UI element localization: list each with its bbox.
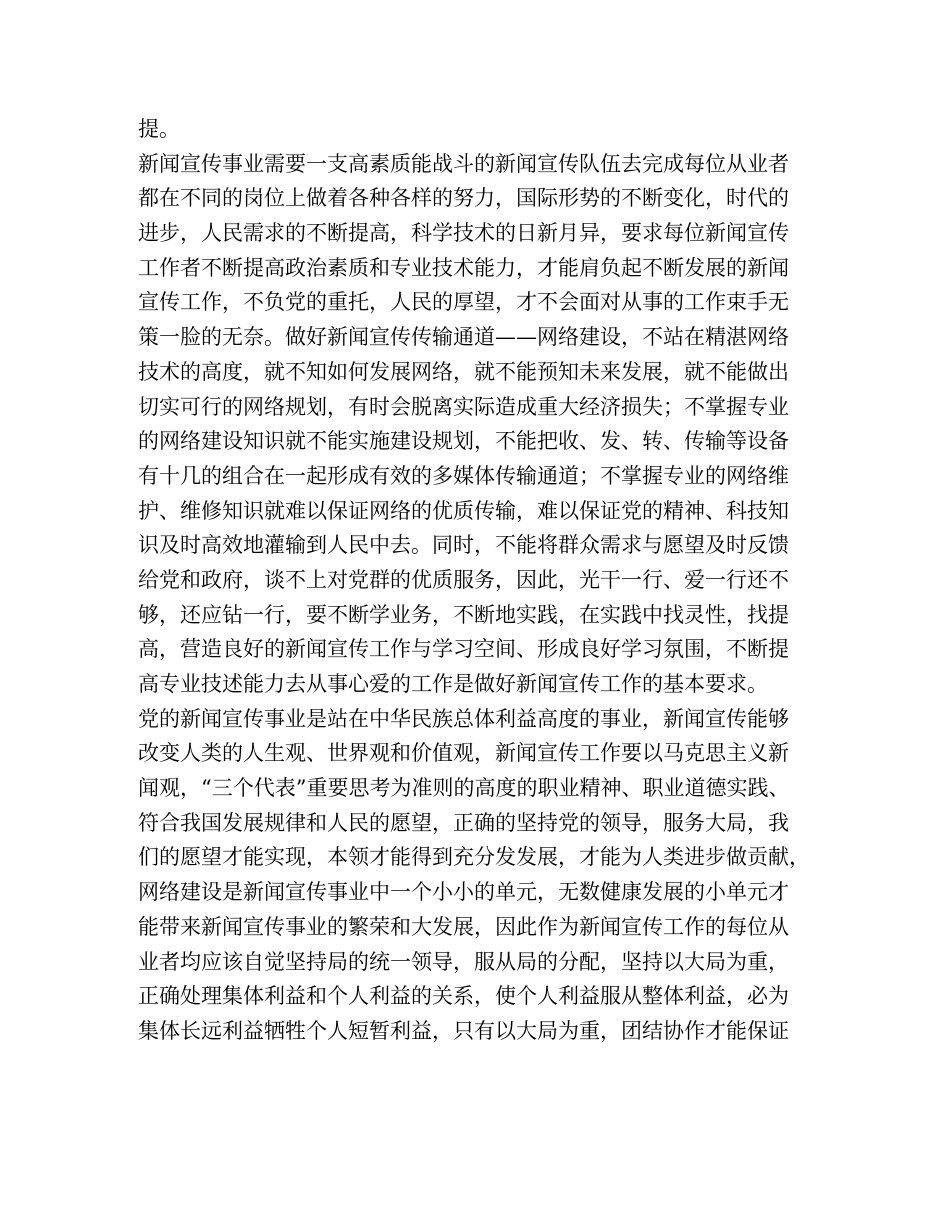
- text-line: 工作者不断提高政治素质和专业技术能力，才能肩负起不断发展的新闻: [138, 255, 789, 280]
- text-line: 够，还应钻一行，要不断学业务，不断地实践，在实践中找灵性，找提: [138, 602, 789, 627]
- text-line: 提。: [138, 117, 180, 141]
- text-line: 进步，人民需求的不断提高，科学技术的日新月异，要求每位新闻宣传: [138, 221, 789, 246]
- text-line: 有十几的组合在一起形成有效的多媒体传输通道；不掌握专业的网络维: [138, 463, 789, 488]
- text-line: 新闻宣传事业需要一支高素质能战斗的新闻宣传队伍去完成每位从业者: [138, 151, 789, 176]
- text-line: 改变人类的人生观、世界观和价值观，新闻宣传工作要以马克思主义新: [138, 741, 789, 766]
- text-line: 高专业技述能力去从事心爱的工作是做好新闻宣传工作的基本要求。: [138, 672, 768, 696]
- text-line: 识及时高效地灌输到人民中去。同时，不能将群众需求与愿望及时反馈: [138, 533, 789, 558]
- text-line: 给党和政府，谈不上对党群的优质服务，因此，光干一行、爱一行还不: [138, 567, 789, 592]
- text-line: 党的新闻宣传事业是站在中华民族总体利益高度的事业，新闻宣传能够: [138, 706, 789, 731]
- text-line: 宣传工作，不负党的重托，人民的厚望，才不会面对从事的工作束手无: [138, 290, 789, 315]
- text-line: 业者均应该自觉坚持局的统一领导，服从局的分配，坚持以大局为重，: [138, 949, 789, 974]
- text-line: 网络建设是新闻宣传事业中一个小小的单元，无数健康发展的小单元才: [138, 880, 789, 905]
- text-line: 符合我国发展规律和人民的愿望，正确的坚持党的领导，服务大局，我: [138, 810, 789, 835]
- body-text: [138, 112, 828, 1049]
- text-line: 都在不同的岗位上做着各种各样的努力，国际形势的不断变化，时代的: [138, 186, 789, 211]
- text-line: 集体长远利益牺牲个人短暂利益，只有以大局为重，团结协作才能保证: [138, 1018, 789, 1043]
- text-line: 们的愿望才能实现，本领才能得到充分发发展，才能为人类进步做贡献，: [138, 845, 810, 870]
- text-line: 正确处理集体利益和个人利益的关系，使个人利益服从整体利益，必为: [138, 984, 789, 1009]
- text-line: 切实可行的网络规划，有时会脱离实际造成重大经济损失；不掌握专业: [138, 394, 789, 419]
- text-line: 高，营造良好的新闻宣传工作与学习空间、形成良好学习氛围，不断提: [138, 637, 789, 662]
- text-line: 的网络建设知识就不能实施建设规划，不能把收、发、转、传输等设备: [138, 429, 789, 454]
- text-line: 技术的高度，就不知如何发展网络，就不能预知未来发展，就不能做出: [138, 359, 789, 384]
- text-line: 策一脸的无奈。做好新闻宣传传输通道——网络建设，不站在精湛网络: [138, 325, 789, 350]
- text-line: 闻观，“三个代表”重要思考为准则的高度的职业精神、职业道德实践、: [138, 776, 790, 801]
- text-line: 能带来新闻宣传事业的繁荣和大发展，因此作为新闻宣传工作的每位从: [138, 914, 789, 939]
- text-line: 护、维修知识就难以保证网络的优质传输，难以保证党的精神、科技知: [138, 498, 789, 523]
